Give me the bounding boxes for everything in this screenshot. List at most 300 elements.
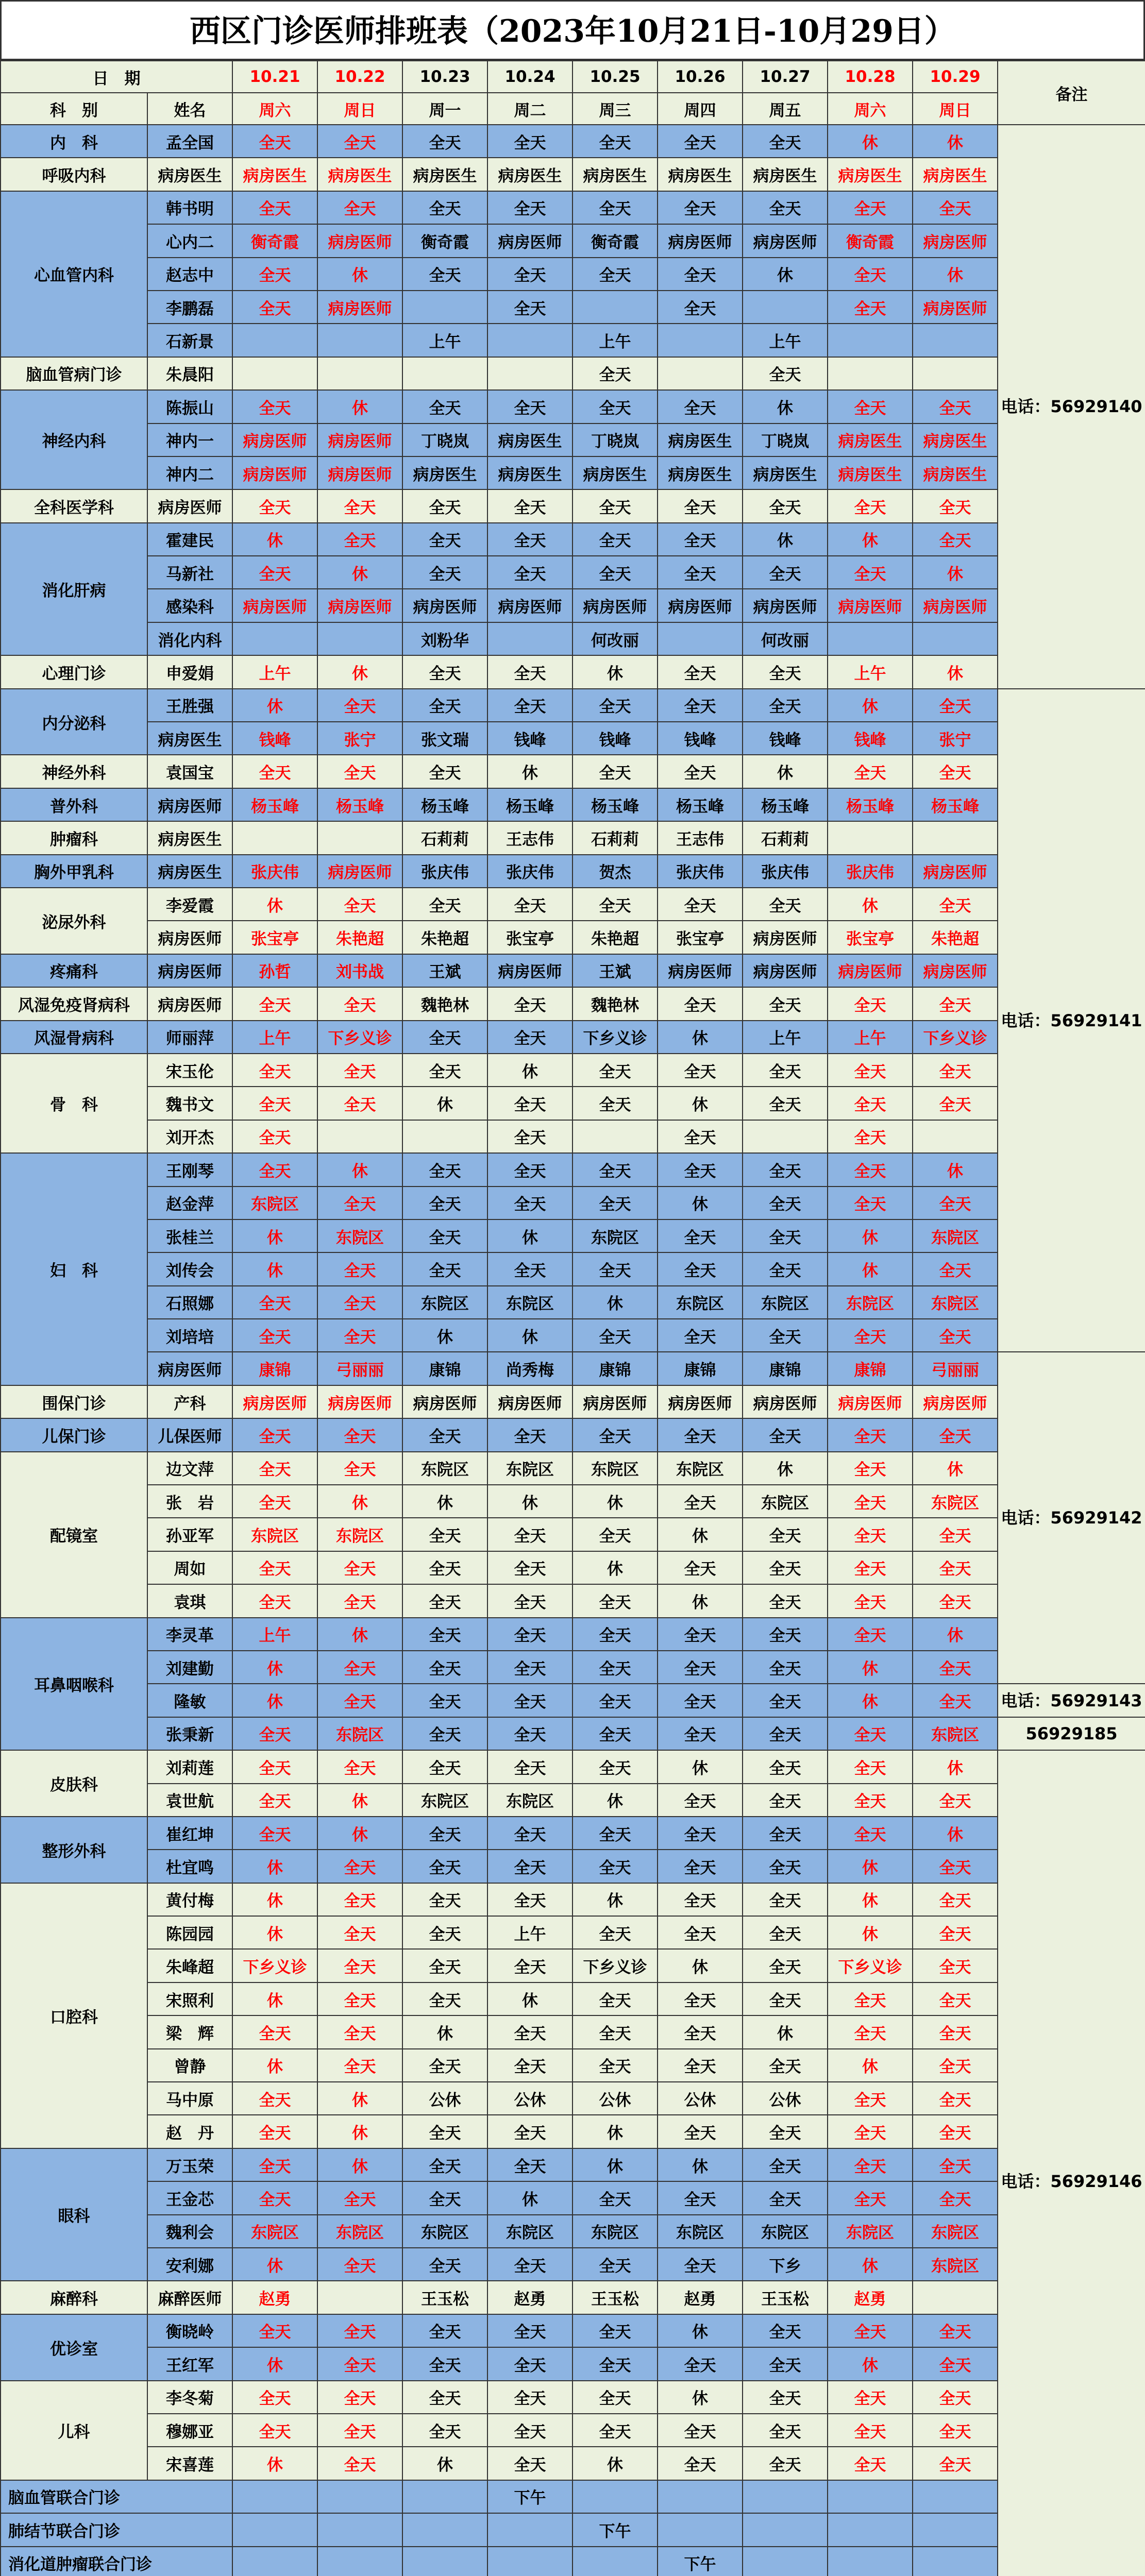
shift-cell: 杨玉峰 (402, 788, 487, 821)
shift-cell: 全天 (743, 556, 828, 589)
shift-cell: 张文瑞 (402, 722, 487, 755)
shift-cell: 全天 (487, 1252, 572, 1285)
shift-cell: 全天 (402, 1187, 487, 1219)
shift-cell: 全天 (828, 1817, 913, 1850)
shift-cell: 全天 (828, 2082, 913, 2115)
shift-cell (828, 821, 913, 854)
shift-cell: 病房医师 (743, 954, 828, 987)
shift-cell: 东院区 (317, 1219, 402, 1252)
shift-cell (913, 357, 998, 390)
shift-cell: 全天 (743, 1717, 828, 1750)
shift-cell: 全天 (658, 1784, 743, 1817)
shift-cell: 全天 (658, 2015, 743, 2048)
shift-cell: 全天 (658, 125, 743, 158)
shift-cell: 全天 (317, 1949, 402, 1982)
shift-cell: 休 (402, 1319, 487, 1352)
shift-cell: 全天 (828, 2115, 913, 2148)
doctor-name: 病房医师 (147, 788, 232, 821)
department-name: 脑血管病门诊 (1, 357, 147, 390)
schedule-row (1, 921, 1145, 954)
shift-cell: 全天 (487, 390, 572, 423)
shift-cell: 全天 (572, 1817, 658, 1850)
shift-cell: 休 (743, 1452, 828, 1485)
shift-cell: 休 (487, 1054, 572, 1087)
doctor-name: 宋照利 (147, 1982, 232, 2015)
schedule-row (1, 589, 1145, 622)
shift-cell: 东院区 (487, 1784, 572, 1817)
shift-cell: 全天 (487, 2248, 572, 2281)
shift-cell (913, 821, 998, 854)
shift-cell: 休 (913, 1452, 998, 1485)
shift-cell: 全天 (572, 390, 658, 423)
shift-cell: 全天 (232, 2148, 317, 2181)
shift-cell: 全天 (572, 1618, 658, 1651)
shift-cell: 全天 (487, 1418, 572, 1451)
shift-cell: 全天 (402, 1651, 487, 1684)
schedule-row (1, 158, 1145, 191)
doctor-name: 穆娜亚 (147, 2414, 232, 2447)
shift-cell: 全天 (913, 1584, 998, 1617)
joint-clinic-name: 脑血管联合门诊 (1, 2480, 232, 2513)
shift-cell: 病房医师 (402, 589, 487, 622)
department-name: 消化肝病 (1, 523, 147, 656)
shift-cell: 全天 (572, 125, 658, 158)
shift-cell: 休 (913, 655, 998, 688)
shift-cell: 公休 (487, 2082, 572, 2115)
shift-cell: 全天 (743, 2115, 828, 2148)
doctor-name: 师丽萍 (147, 1021, 232, 1054)
schedule-row (1, 456, 1145, 489)
shift-cell (232, 821, 317, 854)
shift-cell: 全天 (572, 1518, 658, 1551)
schedule-row (1, 821, 1145, 854)
schedule-row (1, 2215, 1145, 2248)
shift-cell (828, 622, 913, 655)
shift-cell: 全天 (232, 191, 317, 224)
schedule-row (1, 224, 1145, 257)
shift-cell: 全天 (828, 1319, 913, 1352)
shift-cell: 全天 (743, 2414, 828, 2447)
shift-cell: 全天 (743, 1684, 828, 1717)
shift-cell: 公休 (658, 2082, 743, 2115)
shift-cell: 全天 (317, 1584, 402, 1617)
shift-cell: 休 (658, 1584, 743, 1617)
department-name: 眼科 (1, 2148, 147, 2281)
shift-cell: 病房医师 (317, 1385, 402, 1418)
shift-cell: 休 (317, 655, 402, 688)
schedule-row (1, 1054, 1145, 1087)
schedule-row (1, 1584, 1145, 1617)
shift-cell: 赵勇 (828, 2281, 913, 2314)
shift-cell: 休 (317, 390, 402, 423)
schedule-row (1, 2414, 1145, 2447)
shift-cell: 全天 (913, 689, 998, 722)
shift-cell: 杨玉峰 (658, 788, 743, 821)
shift-cell: 病房医生 (828, 158, 913, 191)
shift-cell: 全天 (487, 987, 572, 1020)
doctor-name: 病房医师 (147, 489, 232, 522)
shift-cell: 休 (317, 1817, 402, 1850)
shift-cell: 张庆伟 (232, 855, 317, 888)
shift-cell: 东院区 (317, 1717, 402, 1750)
shift-cell: 衡奇霞 (232, 224, 317, 257)
shift-cell: 全天 (402, 1684, 487, 1717)
shift-cell (913, 2547, 998, 2576)
shift-cell: 全天 (913, 2115, 998, 2148)
shift-cell: 王斌 (572, 954, 658, 987)
schedule-row (1, 125, 1145, 158)
weekday-cell: 周日 (317, 93, 402, 125)
shift-cell: 全天 (658, 1651, 743, 1684)
weekday-cell: 周一 (402, 93, 487, 125)
shift-cell: 全天 (317, 1187, 402, 1219)
shift-cell: 休 (913, 556, 998, 589)
doctor-name: 赵金萍 (147, 1187, 232, 1219)
shift-cell: 休 (317, 556, 402, 589)
shift-cell: 全天 (913, 1684, 998, 1717)
shift-cell: 全天 (913, 489, 998, 522)
shift-cell: 全天 (487, 1949, 572, 1982)
schedule-row (1, 1949, 1145, 1982)
doctor-name: 石照娜 (147, 1286, 232, 1319)
department-name: 耳鼻咽喉科 (1, 1618, 147, 1751)
shift-cell: 全天 (913, 2015, 998, 2048)
schedule-row (1, 2447, 1145, 2480)
shift-cell: 全天 (743, 489, 828, 522)
doctor-name: 病房医师 (147, 954, 232, 987)
shift-cell: 张庆伟 (658, 855, 743, 888)
shift-cell (572, 1120, 658, 1153)
shift-cell: 休 (487, 2181, 572, 2214)
schedule-row (1, 2181, 1145, 2214)
shift-cell: 休 (913, 125, 998, 158)
shift-cell: 全天 (913, 1418, 998, 1451)
shift-cell (658, 622, 743, 655)
shift-cell: 魏艳林 (402, 987, 487, 1020)
shift-cell: 上午 (743, 324, 828, 357)
shift-cell: 全天 (913, 1850, 998, 1883)
shift-cell: 上午 (232, 655, 317, 688)
shift-cell: 尚秀梅 (487, 1352, 572, 1385)
shift-cell: 全天 (743, 1087, 828, 1120)
shift-cell: 全天 (402, 1717, 487, 1750)
shift-cell: 病房医师 (913, 224, 998, 257)
shift-cell: 孙哲 (232, 954, 317, 987)
shift-cell: 全天 (487, 2381, 572, 2414)
shift-cell: 病房医师 (828, 589, 913, 622)
joint-clinic-row (1, 2547, 1145, 2576)
page-title: 西区门诊医师排班表（2023年10月21日-10月29日） (0, 0, 1145, 60)
shift-cell: 全天 (317, 191, 402, 224)
shift-cell: 全天 (402, 2381, 487, 2414)
shift-cell: 全天 (402, 1949, 487, 1982)
shift-cell: 全天 (317, 2181, 402, 2214)
schedule-row (1, 987, 1145, 1020)
shift-cell: 东院区 (828, 2215, 913, 2248)
shift-cell: 东院区 (402, 2215, 487, 2248)
shift-cell: 全天 (828, 1717, 913, 1750)
shift-cell: 全天 (402, 1252, 487, 1285)
shift-cell: 东院区 (913, 2215, 998, 2248)
doctor-name: 万玉荣 (147, 2148, 232, 2181)
doctor-name: 李鹏磊 (147, 291, 232, 324)
department-name: 皮肤科 (1, 1750, 147, 1817)
shift-cell: 全天 (828, 1584, 913, 1617)
shift-cell: 全天 (572, 1418, 658, 1451)
shift-cell: 全天 (913, 523, 998, 556)
shift-cell: 休 (658, 1087, 743, 1120)
doctor-name: 马中原 (147, 2082, 232, 2115)
shift-cell (402, 2547, 487, 2576)
shift-cell: 病房医生 (232, 158, 317, 191)
shift-cell: 全天 (828, 1784, 913, 1817)
department-name: 心理门诊 (1, 655, 147, 688)
shift-cell: 全天 (743, 888, 828, 921)
shift-cell: 病房医师 (572, 1385, 658, 1418)
doctor-name: 霍建民 (147, 523, 232, 556)
shift-cell: 休 (487, 1319, 572, 1352)
shift-cell: 康锦 (232, 1352, 317, 1385)
shift-cell: 全天 (743, 1750, 828, 1783)
shift-cell: 休 (658, 1187, 743, 1219)
shift-cell: 全天 (658, 2447, 743, 2480)
doctor-name: 王刚琴 (147, 1153, 232, 1186)
department-name: 普外科 (1, 788, 147, 821)
shift-cell: 全天 (658, 390, 743, 423)
shift-cell: 全天 (572, 888, 658, 921)
shift-cell (317, 622, 402, 655)
shift-cell: 全天 (658, 1252, 743, 1285)
shift-cell: 休 (828, 1684, 913, 1717)
shift-cell (913, 2480, 998, 2513)
shift-cell: 全天 (317, 489, 402, 522)
shift-cell: 全天 (828, 1054, 913, 1087)
shift-cell: 休 (232, 1651, 317, 1684)
shift-cell: 全天 (743, 1319, 828, 1352)
shift-cell: 全天 (232, 291, 317, 324)
shift-cell: 全天 (232, 1485, 317, 1518)
doctor-name: 王胜强 (147, 689, 232, 722)
shift-cell: 病房医师 (913, 291, 998, 324)
shift-cell: 全天 (828, 390, 913, 423)
shift-cell: 魏艳林 (572, 987, 658, 1020)
department-name: 骨 科 (1, 1054, 147, 1153)
shift-cell: 全天 (743, 1651, 828, 1684)
shift-cell: 休 (402, 1485, 487, 1518)
shift-cell: 全天 (402, 2347, 487, 2380)
doctor-name: 麻醉医师 (147, 2281, 232, 2314)
shift-cell (317, 357, 402, 390)
shift-cell: 公休 (572, 2082, 658, 2115)
shift-cell: 休 (232, 2248, 317, 2281)
shift-cell: 全天 (317, 1883, 402, 1916)
shift-cell: 休 (317, 1618, 402, 1651)
shift-cell: 东院区 (487, 1452, 572, 1485)
shift-cell: 病房医生 (913, 158, 998, 191)
shift-cell: 休 (232, 2347, 317, 2380)
shift-cell: 全天 (828, 2381, 913, 2414)
shift-cell: 病房医师 (317, 589, 402, 622)
shift-cell (232, 622, 317, 655)
doctor-name: 李灵革 (147, 1618, 232, 1651)
schedule-row (1, 1982, 1145, 2015)
department-name: 神经内科 (1, 390, 147, 489)
shift-cell: 全天 (828, 556, 913, 589)
schedule-row (1, 2015, 1145, 2048)
shift-cell: 病房医生 (743, 456, 828, 489)
shift-cell: 全天 (913, 1252, 998, 1285)
shift-cell: 全天 (913, 1784, 998, 1817)
doctor-name: 病房医师 (147, 921, 232, 954)
shift-cell (572, 2547, 658, 2576)
shift-cell: 休 (828, 888, 913, 921)
shift-cell: 钱峰 (828, 722, 913, 755)
doctor-name: 宋玉伦 (147, 1054, 232, 1087)
shift-cell: 全天 (743, 1054, 828, 1087)
shift-cell: 休 (317, 2115, 402, 2148)
shift-cell: 全天 (402, 655, 487, 688)
shift-cell (487, 357, 572, 390)
doctor-name: 孟全国 (147, 125, 232, 158)
shift-cell: 全天 (232, 1418, 317, 1451)
shift-cell: 全天 (828, 2447, 913, 2480)
shift-cell: 全天 (487, 1750, 572, 1783)
doctor-name: 王红军 (147, 2347, 232, 2380)
shift-cell: 全天 (743, 655, 828, 688)
shift-cell: 东院区 (317, 2215, 402, 2248)
joint-clinic-name: 消化道肿瘤联合门诊 (1, 2547, 232, 2576)
shift-cell: 全天 (658, 1120, 743, 1153)
shift-cell: 病房医师 (658, 224, 743, 257)
shift-cell: 病房医生 (487, 158, 572, 191)
shift-cell: 全天 (743, 357, 828, 390)
shift-cell: 休 (828, 1883, 913, 1916)
shift-cell: 王斌 (402, 954, 487, 987)
doctor-name: 张 岩 (147, 1485, 232, 1518)
shift-cell: 上午 (232, 1021, 317, 1054)
schedule-row (1, 357, 1145, 390)
shift-cell: 全天 (487, 2314, 572, 2347)
shift-cell: 休 (232, 1850, 317, 1883)
schedule-row (1, 1518, 1145, 1551)
shift-cell: 全天 (232, 2314, 317, 2347)
shift-cell: 全天 (913, 2314, 998, 2347)
shift-cell: 全天 (743, 1916, 828, 1949)
phone-note: 电话：56929140 (998, 125, 1145, 689)
shift-cell: 下乡义诊 (232, 1949, 317, 1982)
shift-cell (743, 2547, 828, 2576)
shift-cell: 全天 (402, 1518, 487, 1551)
doctor-name: 神内二 (147, 456, 232, 489)
doctor-name: 朱晨阳 (147, 357, 232, 390)
shift-cell: 病房医师 (402, 1385, 487, 1418)
schedule-row (1, 622, 1145, 655)
shift-cell: 全天 (828, 2414, 913, 2447)
doctor-name: 申爱娟 (147, 655, 232, 688)
shift-cell (828, 2513, 913, 2546)
shift-cell: 全天 (913, 2049, 998, 2082)
doctor-name: 儿保医师 (147, 1418, 232, 1451)
department-name: 内分泌科 (1, 689, 147, 755)
shift-cell: 病房医师 (317, 855, 402, 888)
shift-cell: 全天 (487, 191, 572, 224)
shift-cell: 病房医生 (572, 456, 658, 489)
schedule-row (1, 2148, 1145, 2181)
schedule-row (1, 489, 1145, 522)
doctor-name: 袁国宝 (147, 755, 232, 788)
shift-cell: 丁晓岚 (402, 423, 487, 456)
shift-cell: 全天 (232, 987, 317, 1020)
shift-cell: 东院区 (402, 1784, 487, 1817)
shift-cell: 公休 (402, 2082, 487, 2115)
shift-cell: 全天 (743, 1219, 828, 1252)
shift-cell: 下乡义诊 (317, 1021, 402, 1054)
shift-cell: 全天 (572, 2347, 658, 2380)
schedule-row (1, 1916, 1145, 1949)
shift-cell: 全天 (913, 1916, 998, 1949)
shift-cell: 全天 (743, 2181, 828, 2214)
shift-cell: 休 (658, 2314, 743, 2347)
shift-cell: 全天 (913, 2447, 998, 2480)
shift-cell: 全天 (743, 1949, 828, 1982)
shift-cell: 病房医师 (743, 1385, 828, 1418)
shift-cell: 全天 (487, 2414, 572, 2447)
shift-cell: 病房医师 (658, 1385, 743, 1418)
department-name: 妇 科 (1, 1153, 147, 1385)
doctor-name: 韩书明 (147, 191, 232, 224)
shift-cell: 全天 (232, 1817, 317, 1850)
shift-cell: 休 (487, 1982, 572, 2015)
schedule-row (1, 1385, 1145, 1418)
shift-cell: 全天 (232, 2381, 317, 2414)
shift-cell: 病房医师 (317, 224, 402, 257)
shift-cell (658, 2480, 743, 2513)
shift-cell: 东院区 (743, 1485, 828, 1518)
shift-cell: 全天 (487, 2115, 572, 2148)
shift-cell: 东院区 (828, 1286, 913, 1319)
joint-clinic-row (1, 2480, 1145, 2513)
shift-cell: 东院区 (402, 1286, 487, 1319)
schedule-row (1, 722, 1145, 755)
shift-cell: 全天 (232, 1452, 317, 1485)
doctor-name: 石新景 (147, 324, 232, 357)
shift-cell: 全天 (572, 2314, 658, 2347)
shift-cell: 全天 (913, 2082, 998, 2115)
shift-cell: 休 (658, 1750, 743, 1783)
shift-cell: 病房医师 (232, 423, 317, 456)
shift-cell: 病房医师 (658, 954, 743, 987)
shift-cell: 全天 (487, 1817, 572, 1850)
schedule-row (1, 954, 1145, 987)
shift-cell: 东院区 (572, 1452, 658, 1485)
shift-cell: 张宝亭 (232, 921, 317, 954)
shift-cell: 休 (232, 1916, 317, 1949)
shift-cell (743, 2513, 828, 2546)
shift-cell: 康锦 (743, 1352, 828, 1385)
shift-cell: 休 (743, 755, 828, 788)
shift-cell: 休 (658, 1518, 743, 1551)
shift-cell: 上午 (232, 1618, 317, 1651)
shift-cell: 全天 (487, 125, 572, 158)
shift-cell: 全天 (913, 1982, 998, 2015)
schedule-row (1, 689, 1145, 722)
shift-cell: 全天 (232, 125, 317, 158)
shift-cell: 休 (572, 655, 658, 688)
shift-cell: 病房医生 (743, 158, 828, 191)
schedule-row (1, 1651, 1145, 1684)
schedule-row (1, 1187, 1145, 1219)
shift-cell: 全天 (828, 258, 913, 291)
